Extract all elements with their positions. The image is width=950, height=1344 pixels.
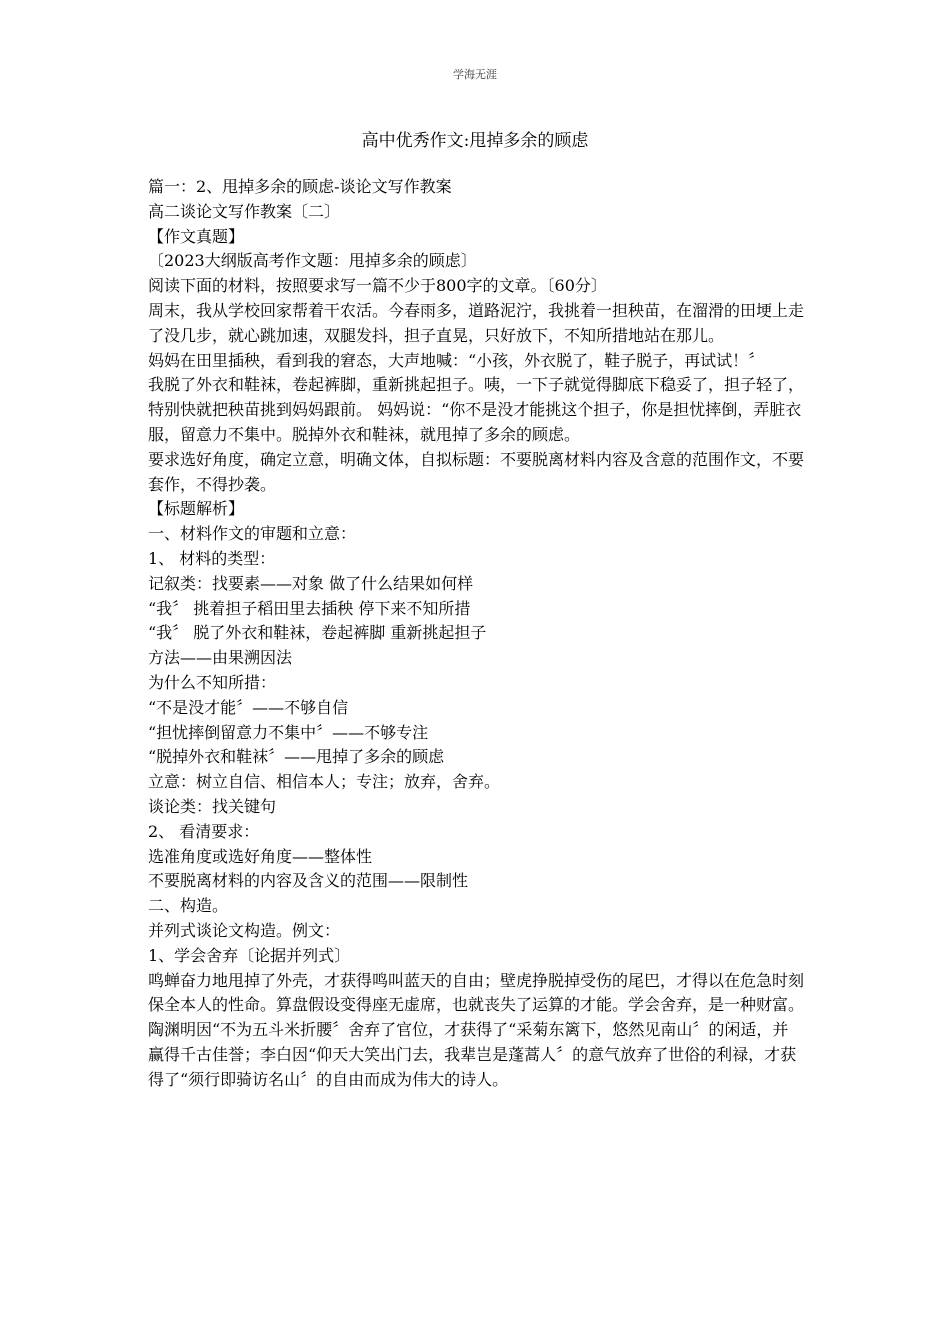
paragraph-26: 二、构造。 xyxy=(148,896,229,916)
paragraph-28: 1、学会舍弃〔论据并列式〕 xyxy=(148,945,351,965)
paragraph-8: 我脱了外衣和鞋袜，卷起裤脚，重新挑起担子。咦，一下子就觉得脚底下稳妥了，担子轻了，特别快就把秧苗挑到妈妈跟前。 妈妈说：“你不是没才能挑这个担子，你是担忧摔倒，弄脏衣服，留意力不集中。脱掉外衣和鞋袜，就甩掉了多余的顾虑。 xyxy=(148,375,805,444)
paragraph-19: “担忧摔倒留意力不集中〞——不够专注 xyxy=(148,722,429,742)
paragraph-17: 为什么不知所措： xyxy=(148,672,277,692)
paragraph-16: 方法——由果溯因法 xyxy=(148,648,293,668)
section-heading: 【标题解析】 xyxy=(148,499,245,519)
page-header: 学海无涯 xyxy=(453,68,497,81)
paragraph-20: “脱掉外衣和鞋袜〞——甩掉了多余的顾虑 xyxy=(148,747,445,767)
paragraph-22: 谈论类：找关键句 xyxy=(148,796,277,816)
paragraph-29: 鸣蝉奋力地甩掉了外壳，才获得鸣叫蓝天的自由；壁虎挣脱掉受伤的尾巴，才得以在危急时刻保全本人的性命。算盘假设变得座无虚席，也就丧失了运算的才能。学会舍弃，是一种财富。陶渊明因“不为五斗米折腰〞舍弃了官位，才获得了“采菊东篱下，悠然见南山〞的闲适，并赢得千古佳誉；李白因“仰天大笑出门去，我辈岂是蓬蒿人〞的意气放弃了世俗的利禄，才获得了“须行即骑访名山〞的自由而成为伟大的诗人。 xyxy=(148,970,805,1089)
paragraph-25: 不要脱离材料的内容及含义的范围——限制性 xyxy=(148,871,469,891)
section-heading: 【作文真题】 xyxy=(148,226,245,246)
document-body xyxy=(148,175,804,1092)
page-title: 高中优秀作文:甩掉多余的顾虑 xyxy=(361,131,589,151)
paragraph-2: 高二谈论文写作教案〔二〕 xyxy=(148,201,341,221)
paragraph-23: 2、 看清要求： xyxy=(148,821,260,841)
paragraph-13: 记叙类：找要素——对象 做了什么结果如何样 xyxy=(148,573,474,593)
paragraph-18: “不是没才能〞——不够自信 xyxy=(148,697,349,717)
paragraph-1: 篇一：2、甩掉多余的顾虑-谈论文写作教案 xyxy=(148,177,452,196)
paragraph-5: 阅读下面的材料，按照要求写一篇不少于800字的文章。〔60分〕 xyxy=(148,276,607,296)
paragraph-9: 要求选好角度，确定立意，明确文体，自拟标题：不要脱离材料内容及含意的范围作文，不要套作，不得抄袭。 xyxy=(148,449,805,494)
paragraph-27: 并列式谈论文构造。例文： xyxy=(148,920,341,940)
paragraph-7: 妈妈在田里插秧，看到我的窘态，大声地喊：“小孩，外衣脱了，鞋子脱子，再试试！〞 xyxy=(148,350,765,370)
paragraph-14: “我〞 挑着担子稻田里去插秧 停下来不知所措 xyxy=(148,598,471,618)
paragraph-15: “我〞 脱了外衣和鞋袜，卷起裤脚 重新挑起担子 xyxy=(148,623,487,643)
paragraph-12: 1、 材料的类型： xyxy=(148,548,276,568)
paragraph-21: 立意：树立自信、相信本人；专注；放弃，舍弃。 xyxy=(148,772,501,792)
paragraph-24: 选准角度或选好角度——整体性 xyxy=(148,846,373,866)
paragraph-6: 周末，我从学校回家帮着干农活。今春雨多，道路泥泞，我挑着一担秧苗，在溜滑的田埂上走了没几步，就心跳加速，双腿发抖，担子直晃，只好放下，不知所措地站在那儿。 xyxy=(148,300,805,345)
paragraph-11: 一、材料作文的审题和立意： xyxy=(148,524,357,544)
paragraph-4: 〔2023大纲版高考作文题：甩掉多余的顾虑〕 xyxy=(148,251,477,271)
